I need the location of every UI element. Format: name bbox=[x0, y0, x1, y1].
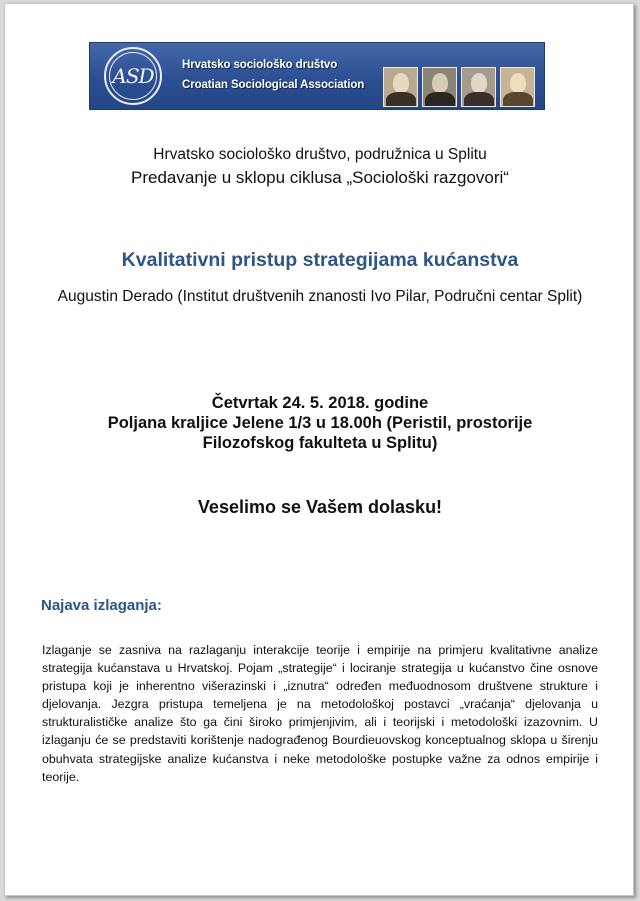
banner-text bbox=[182, 55, 364, 95]
portrait-photo bbox=[500, 67, 535, 107]
lecture-series-line: Predavanje u sklopu ciklusa „Sociološki razgovori“ bbox=[131, 168, 509, 187]
welcome-message: Veselimo se Vašem dolasku! bbox=[197, 497, 443, 517]
organization-line: Hrvatsko sociološko društvo, podružnica u Splitu bbox=[153, 146, 487, 163]
lecture-date: Četvrtak 24. 5. 2018. godine bbox=[211, 394, 429, 412]
banner-line-croatian: Hrvatsko sociološko društvo bbox=[182, 59, 338, 71]
abstract-paragraph: Izlaganje se zasniva na razlaganju interakcije teorije i empirije na primjeru kvalitativne analize strategija kućanstava u Hrvatskoj. Pojam „strategije“ i lociranje strategija u kućanstvo čine osnove pristupa koji je inherentno višerazinski i „iznutra“ određen međuodnosom društvene strukture i djelovanja. Jezgra pristupa temeljena je na metodološkoj postavci „vraćanja“ djelovanja u strukturalističke analize što ga čini široko primjenjivim, ali i teorijski i metodološki izazovnim. U izlaganju će se predstaviti korištenje nadograđenog Bourdieuovskog konceptualnog sklopa u širenju obuhvata strategijske analize kućanstva i neke metodološke postupke važne za odnos empirije i teorije. bbox=[42, 643, 598, 784]
banner-line-english: Croatian Sociological Association bbox=[182, 79, 365, 91]
association-banner bbox=[89, 42, 545, 110]
asd-logo-text: ASD bbox=[109, 52, 157, 100]
venue-line: Poljana kraljice Jelene 1/3 u 18.00h (Peristil, prostorije bbox=[107, 414, 533, 432]
venue-line: Filozofskog fakulteta u Splitu) bbox=[202, 434, 438, 452]
portrait-photo bbox=[461, 67, 496, 107]
portrait-photo bbox=[422, 67, 457, 107]
speaker-line: Augustin Derado (Institut društvenih znanosti Ivo Pilar, Područni centar Split) bbox=[57, 288, 583, 305]
date-venue-block bbox=[0, 393, 640, 453]
asd-logo bbox=[104, 47, 162, 105]
abstract-heading: Najava izlaganja: bbox=[41, 597, 162, 614]
lecture-title: Kvalitativni pristup strategijama kućanstva bbox=[121, 249, 519, 271]
portrait-photo bbox=[383, 67, 418, 107]
